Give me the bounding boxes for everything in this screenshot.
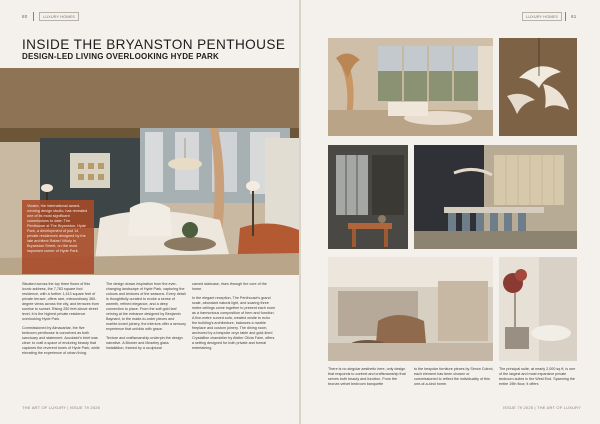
left-header-rule	[33, 12, 34, 21]
right-footer: ISSUE 79 2025 | THE ART OF LUXURY	[503, 405, 582, 410]
spread-spine	[299, 0, 301, 424]
paragraph: Texture and craftsmanship underpin the design narrative. A Blomer and Moseley glass installation, framed by a sculptural	[106, 336, 183, 350]
right-header-rule	[565, 12, 566, 21]
right-body-column-2: to the bespoke furniture pieces by Simon Colnot, each element has been chosen or commissioned to reflect the individuality of this one-of-a-kind home.	[414, 367, 494, 386]
body-column-1	[22, 282, 100, 360]
chandelier-detail-photo	[499, 38, 577, 136]
bedroom-banquette-photo	[328, 257, 493, 361]
left-footer: THE ART OF LUXURY | ISSUE 79 2025	[22, 405, 101, 410]
reception-window-photo	[328, 38, 493, 136]
photo-caption-box: Vicaire, the international award-winning design studio, has revealed one of its most significant commissions to date: The Penthouse at The Bryanston, Hyde Park, a development of just 14 private residences designed by the late architect Rafael Viñoly in Bryanston Street, on the most important corner of Hyde Park.	[22, 200, 94, 274]
paragraph: carved staircase, rises through the core of the home.	[192, 282, 267, 291]
body-column-3	[192, 282, 276, 355]
body-column-2	[106, 282, 186, 355]
right-body-column-3: The principal suite, at nearly 2,000 sq ft, is one of the largest and most expansive private bedroom suites in the West End. Spanning the entire 19th floor, it offers	[499, 367, 576, 386]
paragraph: In the elegant reception, The Penthouse's grand scale, abundant natural light, and soaring three metre ceilings come together to present each room as a harmonious composition of form and function. A five-metre curved sofa, created onsite to echo the building's architecture, balances a marble fireplace and custom joinery. The dining room, anchored by a bespoke onyx table and gold-lined Crystalline chandelier by Atelier Olivia Faire, offers a setting designed for both private and formal entertaining.	[192, 296, 276, 350]
dark-study-photo	[328, 145, 408, 249]
article-subtitle: DESIGN-LED LIVING OVERLOOKING HYDE PARK	[22, 52, 219, 61]
right-section-tag: LUXURY HOMES	[522, 12, 562, 21]
bathroom-detail-photo	[499, 257, 577, 361]
paragraph: The design draws inspiration from the ever-changing landscape of Hyde Park, capturing the colours and textures of the seasons. Every detail is thoughtfully curated to evoke a sense of warmth, refined elegance, and a deep connection to place. From the soft gold leaf veining at the entrance designed by Benjamin Baynard, to the made-to-order pieces and marble-toned joinery, the interiors offer a sensory experience that unfolds with grace.	[106, 282, 187, 331]
left-section-tag: LUXURY HOMES	[39, 12, 79, 21]
article-title: INSIDE THE BRYANSTON PENTHOUSE	[22, 37, 286, 52]
paragraph: Situated across the top three floors of this iconic address, the 7,783 square foot residence, with a further 1,413 square feet of private terrace, offers rare, extraordinary 360-degree views across the city, and terraces from sunrise to sunset. Rising 250 feet above street level, it is the highest private residence overlooking Hyde Park.	[22, 282, 99, 321]
paragraph: Commissioned by Almacantar, the five bedroom penthouse is conceived as both sanctuary and statement. Accolade's brief was clear: to craft a space of enduring beauty that captures the reverent tones of Hyde Park, while elevating the experience of urban living.	[22, 326, 100, 355]
right-body-column-1: There is no singular aesthetic here, only design that responds to context and craftsmanship that serves both beauty and function. From the bronze-velvet bedroom banquette	[328, 367, 406, 386]
dining-room-photo	[414, 145, 577, 249]
right-folio: 81	[571, 14, 577, 19]
left-folio: 80	[22, 14, 28, 19]
